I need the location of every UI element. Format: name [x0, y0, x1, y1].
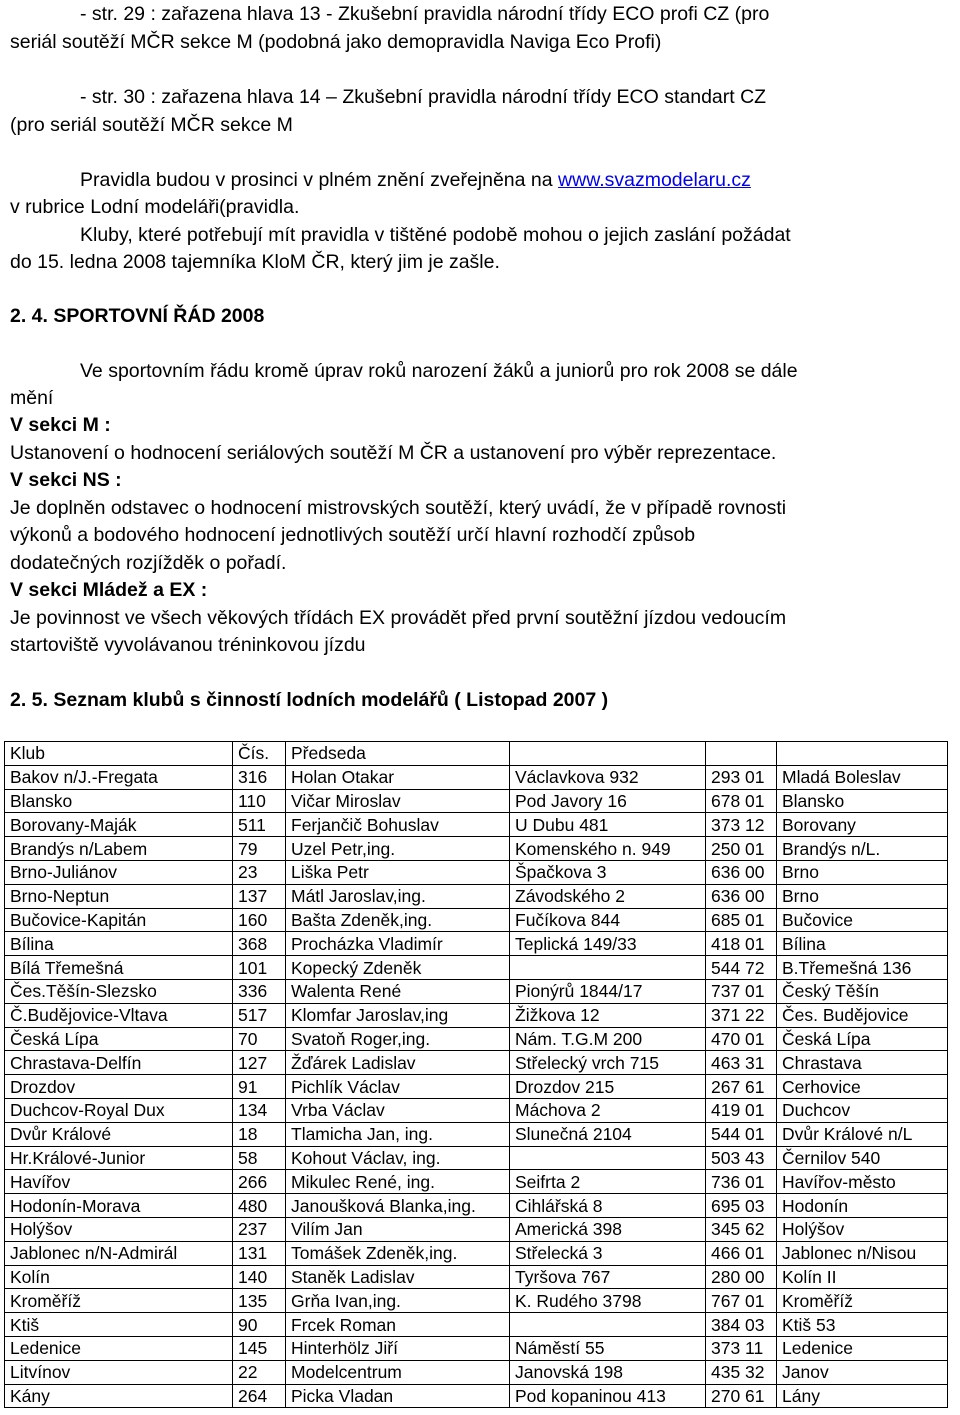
table-cell: Náměstí 55	[510, 1336, 706, 1360]
table-cell: 345 62	[706, 1217, 777, 1241]
table-cell: 373 12	[706, 813, 777, 837]
table-cell: Svatoň Roger,ing.	[286, 1027, 510, 1051]
table-row	[5, 1384, 948, 1408]
table-cell: Špačkova 3	[510, 860, 706, 884]
table-row	[5, 1241, 948, 1265]
table-cell: B.Třemešná 136	[777, 956, 948, 980]
table-cell: Kopecký Zdeněk	[286, 956, 510, 980]
table-cell: 266	[233, 1170, 286, 1194]
table-row	[5, 1289, 948, 1313]
table-cell: 135	[233, 1289, 286, 1313]
table-cell: Teplická 149/33	[510, 932, 706, 956]
table-row	[5, 1360, 948, 1384]
table-cell: Staněk Ladislav	[286, 1265, 510, 1289]
table-cell: Kroměříž	[777, 1289, 948, 1313]
table-cell: Jablonec n/N-Admirál	[5, 1241, 233, 1265]
table-cell: Žďárek Ladislav	[286, 1051, 510, 1075]
table-row	[5, 1051, 948, 1075]
table-cell: Brno-Juliánov	[5, 860, 233, 884]
section-heading: 2. 4. SPORTOVNÍ ŘÁD 2008	[10, 305, 265, 327]
table-row	[5, 1146, 948, 1170]
table-cell: Brno-Neptun	[5, 884, 233, 908]
table-cell: 678 01	[706, 789, 777, 813]
table-cell: Fučíkova 844	[510, 908, 706, 932]
table-cell: Kolín	[5, 1265, 233, 1289]
table-cell: 336	[233, 979, 286, 1003]
table-header-cell: Klub	[5, 742, 233, 766]
table-cell: Blansko	[5, 789, 233, 813]
table-cell: Č.Budějovice-Vltava	[5, 1003, 233, 1027]
table-cell: 636 00	[706, 860, 777, 884]
table-cell: Brno	[777, 884, 948, 908]
table-cell: 22	[233, 1360, 286, 1384]
table-cell: 685 01	[706, 908, 777, 932]
table-row	[5, 1122, 948, 1146]
table-cell: 79	[233, 837, 286, 861]
table-cell: Ledenice	[777, 1336, 948, 1360]
table-cell: Tlamicha Jan, ing.	[286, 1122, 510, 1146]
table-cell: Pod kopaninou 413	[510, 1384, 706, 1408]
table-cell: 131	[233, 1241, 286, 1265]
text-line: Ustanovení o hodnocení seriálových soutěží M ČR a ustanovení pro výběr reprezentace.	[10, 442, 777, 464]
table-cell: 503 43	[706, 1146, 777, 1170]
table-cell: Tyršova 767	[510, 1265, 706, 1289]
table-cell: Bílina	[5, 932, 233, 956]
table-cell: 90	[233, 1313, 286, 1337]
table-row	[5, 908, 948, 932]
table-cell: Brandýs n/L.	[777, 837, 948, 861]
table-header-cell	[777, 742, 948, 766]
table-cell: Procházka Vladimír	[286, 932, 510, 956]
table-cell: 140	[233, 1265, 286, 1289]
table-cell: Mátl Jaroslav,ing.	[286, 884, 510, 908]
text-line: seriál soutěží MČR sekce M (podobná jako demopravidla Naviga Eco Profi)	[10, 31, 662, 53]
table-cell: 767 01	[706, 1289, 777, 1313]
table-cell: Dvůr Králové n/L	[777, 1122, 948, 1146]
table-cell: Vilím Jan	[286, 1217, 510, 1241]
table-cell: Čes.Těšín-Slezsko	[5, 979, 233, 1003]
table-cell: 463 31	[706, 1051, 777, 1075]
table-cell: Bučovice-Kapitán	[5, 908, 233, 932]
table-row	[5, 789, 948, 813]
table-cell: U Dubu 481	[510, 813, 706, 837]
table-cell: 110	[233, 789, 286, 813]
subsection-heading: V sekci Mládež a EX :	[10, 579, 208, 601]
section-heading: 2. 5. Seznam klubů s činností lodních modelářů ( Listopad 2007 )	[10, 689, 609, 711]
table-cell: 270 61	[706, 1384, 777, 1408]
table-cell: Vrba Václav	[286, 1098, 510, 1122]
table-cell: Dvůr Králové	[5, 1122, 233, 1146]
table-cell: 23	[233, 860, 286, 884]
table-cell: Holýšov	[5, 1217, 233, 1241]
table-cell: 695 03	[706, 1194, 777, 1218]
text-fragment: Pravidla budou v prosinci v plném znění zveřejněna na	[80, 169, 559, 191]
website-link[interactable]: www.svazmodelaru.cz	[558, 169, 751, 191]
table-row	[5, 1265, 948, 1289]
text-line: - str. 29 : zařazena hlava 13 - Zkušební pravidla národní třídy ECO profi CZ (pro	[80, 3, 770, 25]
table-cell: Walenta René	[286, 979, 510, 1003]
table-row	[5, 956, 948, 980]
table-row	[5, 1003, 948, 1027]
table-cell: 737 01	[706, 979, 777, 1003]
text-line: - str. 30 : zařazena hlava 14 – Zkušební pravidla národní třídy ECO standart CZ	[80, 86, 767, 108]
table-cell: Bašta Zdeněk,ing.	[286, 908, 510, 932]
table-cell: 480	[233, 1194, 286, 1218]
table-header-cell	[510, 742, 706, 766]
table-cell: Bakov n/J.-Fregata	[5, 765, 233, 789]
table-cell: 293 01	[706, 765, 777, 789]
text-line: Je povinnost ve všech věkových třídách EX provádět před první soutěžní jízdou vedoucím	[10, 607, 787, 629]
table-cell: Čes. Budějovice	[777, 1003, 948, 1027]
table-cell: Pod Javory 16	[510, 789, 706, 813]
table-cell: 368	[233, 932, 286, 956]
table-cell: Cerhovice	[777, 1075, 948, 1099]
table-cell: Ktiš	[5, 1313, 233, 1337]
table-cell: 264	[233, 1384, 286, 1408]
table-row	[5, 884, 948, 908]
table-cell: Kány	[5, 1384, 233, 1408]
table-cell: Ferjančič Bohuslav	[286, 813, 510, 837]
clubs-table-body	[5, 742, 948, 1408]
text-line: Ve sportovním řádu kromě úprav roků narození žáků a juniorů pro rok 2008 se dále	[80, 360, 798, 382]
table-cell: Drozdov	[5, 1075, 233, 1099]
table-cell: 134	[233, 1098, 286, 1122]
table-cell: Brandýs n/Labem	[5, 837, 233, 861]
table-cell: 250 01	[706, 837, 777, 861]
table-cell: 70	[233, 1027, 286, 1051]
table-cell: Lány	[777, 1384, 948, 1408]
table-cell: Janov	[777, 1360, 948, 1384]
table-cell: Střelecká 3	[510, 1241, 706, 1265]
table-cell: 435 32	[706, 1360, 777, 1384]
table-cell: 511	[233, 813, 286, 837]
table-cell: Litvínov	[5, 1360, 233, 1384]
table-cell: Mikulec René, ing.	[286, 1170, 510, 1194]
table-cell: 58	[233, 1146, 286, 1170]
text-line: výkonů a bodového hodnocení jednotlivých soutěží určí hlavní rozhodčí způsob	[10, 524, 696, 546]
table-cell: Jablonec n/Nisou	[777, 1241, 948, 1265]
table-cell	[510, 1313, 706, 1337]
table-cell: 267 61	[706, 1075, 777, 1099]
table-cell: Klomfar Jaroslav,ing	[286, 1003, 510, 1027]
text-line: startoviště vyvolávanou tréninkovou jízdu	[10, 634, 366, 656]
table-cell: Václavkova 932	[510, 765, 706, 789]
table-cell: Picka Vladan	[286, 1384, 510, 1408]
table-cell: Ledenice	[5, 1336, 233, 1360]
table-cell: Holan Otakar	[286, 765, 510, 789]
table-cell: Modelcentrum	[286, 1360, 510, 1384]
table-cell: Bučovice	[777, 908, 948, 932]
text-line: dodatečných rozjížděk o pořadí.	[10, 552, 287, 574]
text-line: do 15. ledna 2008 tajemníka KloM ČR, který jim je zašle.	[10, 251, 500, 273]
table-cell: Bílina	[777, 932, 948, 956]
table-row	[5, 1336, 948, 1360]
subsection-heading: V sekci M :	[10, 414, 111, 436]
table-row	[5, 979, 948, 1003]
table-cell: Slunečná 2104	[510, 1122, 706, 1146]
table-cell: Hodonín-Morava	[5, 1194, 233, 1218]
table-row	[5, 1170, 948, 1194]
table-row	[5, 1217, 948, 1241]
table-cell: Vičar Miroslav	[286, 789, 510, 813]
table-cell: Janovská 198	[510, 1360, 706, 1384]
table-cell: Duchcov	[777, 1098, 948, 1122]
table-cell: Havířov-město	[777, 1170, 948, 1194]
table-cell: 237	[233, 1217, 286, 1241]
table-cell: Hinterhölz Jiří	[286, 1336, 510, 1360]
table-row	[5, 837, 948, 861]
table-cell: 316	[233, 765, 286, 789]
table-cell: Český Těšín	[777, 979, 948, 1003]
table-cell: Frcek Roman	[286, 1313, 510, 1337]
table-cell: 18	[233, 1122, 286, 1146]
table-cell: Česká Lípa	[777, 1027, 948, 1051]
table-cell: 636 00	[706, 884, 777, 908]
table-cell: 418 01	[706, 932, 777, 956]
table-cell: Drozdov 215	[510, 1075, 706, 1099]
table-cell: 280 00	[706, 1265, 777, 1289]
table-cell: Americká 398	[510, 1217, 706, 1241]
table-cell: Černilov 540	[777, 1146, 948, 1170]
table-cell: Chrastava-Delfín	[5, 1051, 233, 1075]
table-cell: Pionýrů 1844/17	[510, 979, 706, 1003]
table-cell: Brno	[777, 860, 948, 884]
table-cell: Havířov	[5, 1170, 233, 1194]
text-line: v rubrice Lodní modeláři(pravidla.	[10, 196, 300, 218]
table-cell: Liška Petr	[286, 860, 510, 884]
table-header-row	[5, 742, 948, 766]
table-cell: Nám. T.G.M 200	[510, 1027, 706, 1051]
table-cell: Ktiš 53	[777, 1313, 948, 1337]
table-cell: 160	[233, 908, 286, 932]
table-header-cell: Čís.	[233, 742, 286, 766]
table-cell: 517	[233, 1003, 286, 1027]
table-cell: 373 11	[706, 1336, 777, 1360]
table-cell: Chrastava	[777, 1051, 948, 1075]
table-cell	[510, 956, 706, 980]
table-cell: Hodonín	[777, 1194, 948, 1218]
table-row	[5, 1098, 948, 1122]
table-row	[5, 813, 948, 837]
table-cell: 91	[233, 1075, 286, 1099]
table-cell: Blansko	[777, 789, 948, 813]
table-cell: Tomášek Zdeněk,ing.	[286, 1241, 510, 1265]
table-cell: Žižkova 12	[510, 1003, 706, 1027]
table-cell: Hr.Králové-Junior	[5, 1146, 233, 1170]
table-cell: Janoušková Blanka,ing.	[286, 1194, 510, 1218]
table-row	[5, 1194, 948, 1218]
table-cell: Komenského n. 949	[510, 837, 706, 861]
table-cell: Grňa Ivan,ing.	[286, 1289, 510, 1313]
text-line: (pro seriál soutěží MČR sekce M	[10, 114, 293, 136]
table-cell: Holýšov	[777, 1217, 948, 1241]
table-cell: Česká Lípa	[5, 1027, 233, 1051]
table-row	[5, 765, 948, 789]
table-cell: 384 03	[706, 1313, 777, 1337]
table-cell: 101	[233, 956, 286, 980]
table-cell: 371 22	[706, 1003, 777, 1027]
text-line: mění	[10, 387, 54, 409]
table-cell: 466 01	[706, 1241, 777, 1265]
text-line: Je doplněn odstavec o hodnocení mistrovských soutěží, který uvádí, že v případě rovnosti	[10, 497, 787, 519]
table-row	[5, 1313, 948, 1337]
table-cell: Uzel Petr,ing.	[286, 837, 510, 861]
table-cell	[510, 1146, 706, 1170]
subsection-heading: V sekci NS :	[10, 469, 122, 491]
table-header-cell: Předseda	[286, 742, 510, 766]
table-cell: Kohout Václav, ing.	[286, 1146, 510, 1170]
table-cell: Cihlářská 8	[510, 1194, 706, 1218]
table-cell: K. Rudého 3798	[510, 1289, 706, 1313]
table-cell: 544 01	[706, 1122, 777, 1146]
table-header-cell	[706, 742, 777, 766]
clubs-table	[4, 741, 948, 1408]
table-row	[5, 860, 948, 884]
table-row	[5, 1027, 948, 1051]
table-cell: Borovany-Maják	[5, 813, 233, 837]
table-cell: Máchova 2	[510, 1098, 706, 1122]
text-line: Kluby, které potřebují mít pravidla v tištěné podobě mohou o jejich zaslání požádat	[80, 224, 791, 246]
table-cell: Mladá Boleslav	[777, 765, 948, 789]
table-cell: Kolín II	[777, 1265, 948, 1289]
table-cell: Střelecký vrch 715	[510, 1051, 706, 1075]
table-row	[5, 1075, 948, 1099]
table-cell: Kroměříž	[5, 1289, 233, 1313]
table-row	[5, 932, 948, 956]
text-line	[80, 167, 751, 194]
table-cell: 145	[233, 1336, 286, 1360]
table-cell: Bílá Třemešná	[5, 956, 233, 980]
table-cell: Závodského 2	[510, 884, 706, 908]
table-cell: 736 01	[706, 1170, 777, 1194]
table-cell: Duchcov-Royal Dux	[5, 1098, 233, 1122]
table-cell: Pichlík Václav	[286, 1075, 510, 1099]
table-cell: 127	[233, 1051, 286, 1075]
table-cell: 137	[233, 884, 286, 908]
table-cell: 419 01	[706, 1098, 777, 1122]
table-cell: 544 72	[706, 956, 777, 980]
table-cell: Seifrta 2	[510, 1170, 706, 1194]
table-cell: 470 01	[706, 1027, 777, 1051]
table-cell: Borovany	[777, 813, 948, 837]
